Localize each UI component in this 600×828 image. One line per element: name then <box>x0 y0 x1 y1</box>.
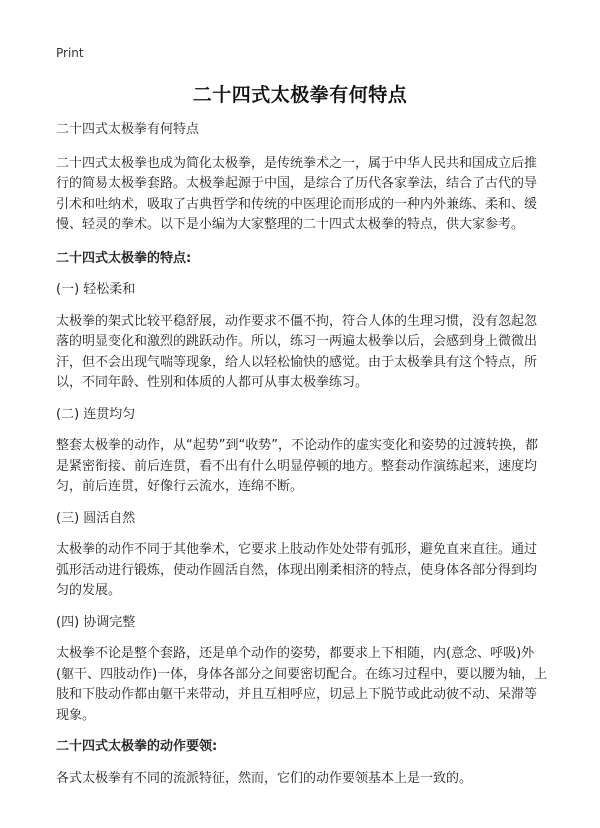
point-paragraph-3: 太极拳的动作不同于其他拳术，它要求上肢动作处处带有弧形，避免直来直往。通过弧形活动进行锻炼，使动作圆活自然，体现出刚柔相济的特点，使身体各部分得到均匀的发展。 <box>56 542 538 598</box>
point-heading-1: (一) 轻松柔和 <box>56 282 136 297</box>
essentials-paragraph: 各式太极拳有不同的流派特征，然而，它们的动作要领基本上是一致的。 <box>56 770 473 786</box>
section-heading-essentials: 二十四式太极拳的动作要领: <box>56 739 218 754</box>
document-title: 二十四式太极拳有何特点 <box>192 84 408 106</box>
point-heading-2: (二) 连贯均匀 <box>56 406 136 422</box>
section-heading-features: 二十四式太极拳的特点: <box>56 250 192 266</box>
point-paragraph-1: 太极拳的架式比较平稳舒展，动作要求不僵不拘，符合人体的生理习惯，没有忽起忽落的明显变化和激烈的跳跃动作。所以，练习一两遍太极拳以后，会感到身上微微出汗，但不会出现气喘等现象，给人以轻松愉快的感觉。由于太极拳具有这个特点，所以，不同年龄、性别和体质的人都可从事太极拳练习。 <box>56 313 538 390</box>
point-heading-4: (四) 协调完整 <box>56 614 136 630</box>
point-paragraph-2: 整套太极拳的动作，从“起势”到“收势”，不论动作的虚实变化和姿势的过渡转换，都是紧密衔接、前后连贯，看不出有什么明显停顿的地方。整套动作演练起来，速度均匀，前后连贯，好像行云流水，连绵不断。 <box>56 438 538 494</box>
article-body <box>56 120 548 789</box>
point-paragraph-4: 太极拳不论是整个套路，还是单个动作的姿势，都要求上下相随，内(意念、呼吸)外(躯干、四肢动作)一体，身体各部分之间要密切配合。在练习过程中，要以腰为轴，上肢和下肢动作都由躯干来带动，并且互相呼应，切忌上下脱节或此动彼不动、呆滞等现象。 <box>56 646 548 723</box>
article-subtitle: 二十四式太极拳有何特点 <box>56 122 200 137</box>
intro-paragraph: 二十四式太极拳也成为简化太极拳，是传统拳术之一，属于中华人民共和国成立后推行的简易太极拳套路。太极拳起源于中国，是综合了历代各家拳法，结合了古代的导引术和吐纳术，吸取了古典哲学和传统的中医理论而形成的一种内外兼练、柔和、缓慢、轻灵的拳术。以下是小编为大家整理的二十四式太极拳的特点，供大家参考。 <box>56 155 538 232</box>
point-heading-3: (三) 圆活自然 <box>56 510 136 526</box>
print-label: Print <box>56 46 84 60</box>
